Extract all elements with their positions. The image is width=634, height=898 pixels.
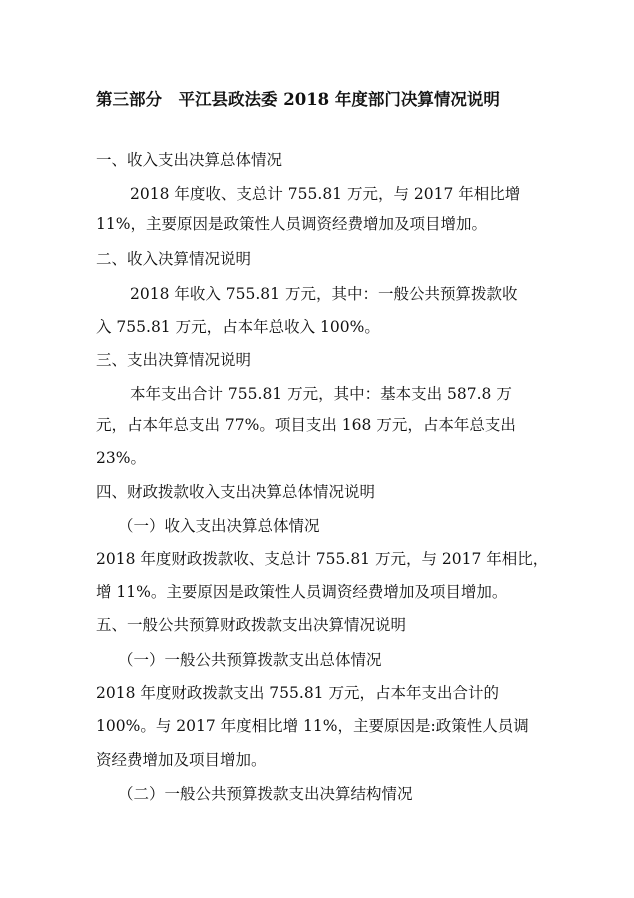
paragraph-line: 2018 年度财政拨款收、支总计 755.81 万元，与 2017 年相比， bbox=[96, 550, 549, 568]
paragraph-line: 100%。与 2017 年度相比增 11%，主要原因是:政策性人员调 bbox=[96, 717, 529, 735]
paragraph-line: 11%，主要原因是政策性人员调资经费增加及项目增加。 bbox=[96, 215, 487, 233]
paragraph-line: 元，占本年总支出 77%。项目支出 168 万元，占本年总支出 bbox=[96, 416, 516, 434]
paragraph-line: 2018 年度收、支总计 755.81 万元，与 2017 年相比增 bbox=[130, 185, 521, 203]
subsection-heading: （一）一般公共预算拨款支出总体情况 bbox=[118, 651, 382, 669]
subsection-heading: （二）一般公共预算拨款支出决算结构情况 bbox=[118, 785, 413, 803]
subsection-heading: （一）收入支出决算总体情况 bbox=[118, 517, 320, 535]
section-heading: 三、支出决算情况说明 bbox=[96, 351, 252, 369]
document-title: 第三部分 平江县政法委 2018 年度部门决算情况说明 bbox=[96, 90, 500, 109]
paragraph-line: 23%。 bbox=[96, 449, 146, 467]
paragraph-line: 2018 年度财政拨款支出 755.81 万元，占本年支出合计的 bbox=[96, 684, 499, 702]
paragraph-line: 2018 年收入 755.81 万元，其中：一般公共预算拨款收 bbox=[130, 285, 518, 303]
paragraph-line: 资经费增加及项目增加。 bbox=[96, 751, 267, 769]
section-heading: 四、财政拨款收入支出决算总体情况说明 bbox=[96, 483, 376, 501]
paragraph-line: 入 755.81 万元，占本年总收入 100%。 bbox=[96, 318, 380, 336]
paragraph-line: 本年支出合计 755.81 万元，其中：基本支出 587.8 万 bbox=[130, 385, 512, 403]
section-heading: 一、收入支出决算总体情况 bbox=[96, 151, 283, 169]
paragraph-line: 增 11%。主要原因是政策性人员调资经费增加及项目增加。 bbox=[96, 583, 508, 601]
section-heading: 五、一般公共预算财政拨款支出决算情况说明 bbox=[96, 616, 407, 634]
section-heading: 二、收入决算情况说明 bbox=[96, 250, 252, 268]
